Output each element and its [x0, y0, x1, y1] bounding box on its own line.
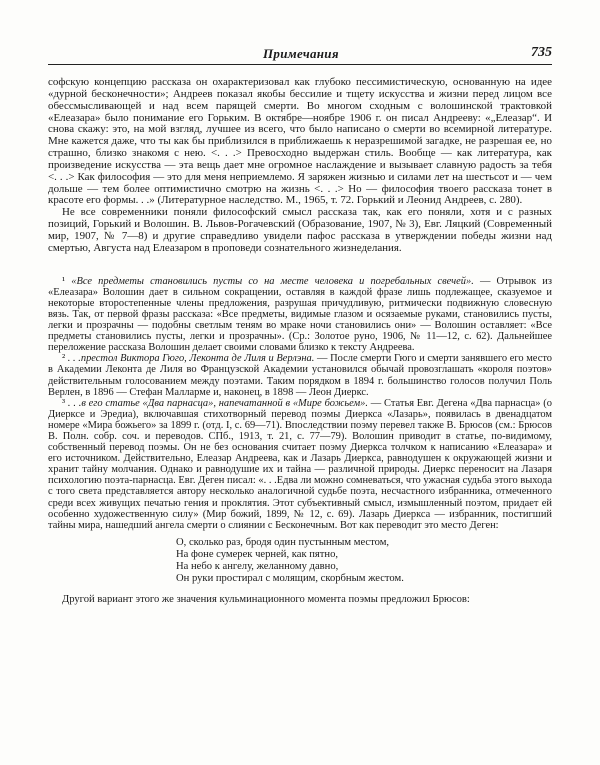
footnote-1 — [48, 276, 552, 354]
footnote-marker: ² — [62, 353, 68, 365]
footnote-3 — [48, 398, 552, 531]
running-title: Примечания — [263, 46, 339, 61]
footnote-marker: ³ — [62, 397, 68, 409]
footnote-marker: ¹ — [62, 275, 72, 287]
footnote-quote: «Все предметы становились пусты со на месте человека и погребальных свечей». — [71, 275, 474, 287]
page-number: 735 — [531, 45, 552, 60]
footnotes — [48, 276, 552, 531]
poem-line: На фоне сумерек черней, как пятно, — [176, 549, 339, 561]
poem-quote — [176, 537, 552, 586]
footnote-text: — Отрывок из «Елеазара» Волошин дает в сильном сокращении, оставляя в каждой фразе лишь подлежащее, сказуемое и некоторые второстепенные члены предложения, разрушая причудливую, ритмически подвижную словесную вязь. Так, от первой фразы рассказа: «Все предметы, видимые глазом и осязаемые руками, становились пусты, легки и прозрачны — подобны светлым теням во мраке ночи становились они» — Волошин оставляет: «Все предметы становились пусты, легки и прозрачны». (Ср.: Золотое руно, 1906, № 11—12, с. 62). Дальнейшее переложение рассказа Волошин делает своими словами близко к тексту Андреева. — [48, 275, 552, 354]
paragraph: Не все современники поняли философский смысл рассказа так, как его поняли, хотя и с разных позиций, Горький и Волошин. В. Львов-Рогачевский (Образование, 1907, № 3), Евг. Ляцкий (Современный мир, 1907, № 7—8) и другие справедливо увидели пафос рассказа в утверждении победы жизни над смертью, Августа над Елеазаром в проповеди сознательного жизнеделания. — [48, 206, 552, 254]
poem-line: Он руки простирал с молящим, скорбным жестом. — [176, 573, 404, 585]
footnote-text: — Статья Евг. Дегена «Два парнасца» (о Диерксе и Эредиа), включавшая стихотворный перевод поэмы Диеркса «Лазарь», появилась в двенадцатом номере «Мира божьего» за 1899 г. (отд. I, с. 69—71). Впоследствии поэму перевел также В. Брюсов (см.: Брюсов В. Полн. собр. соч. и переводов. СПб., 1913, т. 21, с. 77—79). Волошин приводит в статье, по-видимому, собственный перевод поэмы. Он не без основания считает поэму Диеркса толчком к написанию «Елеазара» и его источником. Действительно, Елеазар Андреева, как и Лазарь Диеркса, равнодушен к окружающей жизни и хранит тайну молчания. Однако и равнодушие их и тайна — различной природы. Диеркс переносит на Лазаря психологию поэта-парнасца. Евг. Деген писал: «. . .Едва ли можно сомневаться, что ужасная судьба этого выхода с того света представляется автору несколько аналогичной судьбе поэта, несчастного избранника, отмеченного среди всех живущих печатью гения и проклятия. Этот субъективный смысл, измышленный поэтом, придает ей особенно художественную силу» (Мир божий, 1899, № 12, с. 69). Лазарь Диеркса — избранник, постигший тайны мира, нашедший ангела смерти о слиянии с Бесконечным. Вот как переводит это место Деген: — [48, 397, 552, 531]
page-body — [48, 77, 552, 605]
poem-line: О, сколько раз, бродя один пустынным местом, — [176, 536, 390, 548]
paragraph: софскую концепцию рассказа он охарактеризовал как глубоко пессимистическую, основанную на идее «дурной бесконечности»; Андреев показал якобы бессилие и тщету искусства и жизни перед лицом все обессмысливающей и над всем парящей смерти. Во многом сходным с волошинской трактовкой «Елеазара» было понимание его Горьким. В октябре—ноябре 1906 г. он писал Андрееву: «„Елеазар“. И снова скажу: это, на мой взгляд, лучшее из всего, что было написано о смерти во всемирной литературе. Мне кажется даже, что ты как бы приблизился в приближаешь к неразрешимой загадке, не разрешая ее, но страшно, близко знакомя с нею. <. . .> Превосходно выдержан стиль. Вообще — как литература, как произведение искусства — эта вещь дает мне огромное наслаждение и вызывает славную радость за тебя <. . .> Как философия — это для меня неприемлемо. Я заряжен жизнью и силами лет на шестьсот и — чем дольше — тем более оптимистично смотрю на жизнь <. . .> Но — философия твоего рассказа тонет в красоте его формы. . .» (Литературное наследство. М., 1965, т. 72. Горький и Леонид Андреев, с. 280). — [48, 76, 552, 207]
footnote-quote: . . .в его статье «Два парнасца», напечатанной в «Мире божьем». — [67, 397, 368, 409]
footnote-text: — После смерти Гюго и смерти занявшего его место в Академии Леконта де Лиля во Французской Академии установился обычай провозглашать «короля поэтов» действительным голосованием между поэтами. Таким порядком в 1894 г. большинство голосов получил Поль Верлен, в 1896 — Стефан Малларме и, наконец, в 1898 — Леон Диеркс. — [48, 353, 552, 398]
closing-paragraph: Другой вариант этого же значения кульминационного момента поэмы предложил Брюсов: — [62, 593, 470, 605]
footnote-2 — [48, 353, 552, 397]
main-text — [48, 77, 552, 255]
poem-line: На небо к ангелу, желанному давно, — [176, 561, 339, 573]
running-header — [48, 44, 552, 65]
footnote-quote: . . .престол Виктора Гюго, Леконта де Лиля и Верлэна. — [67, 353, 315, 365]
